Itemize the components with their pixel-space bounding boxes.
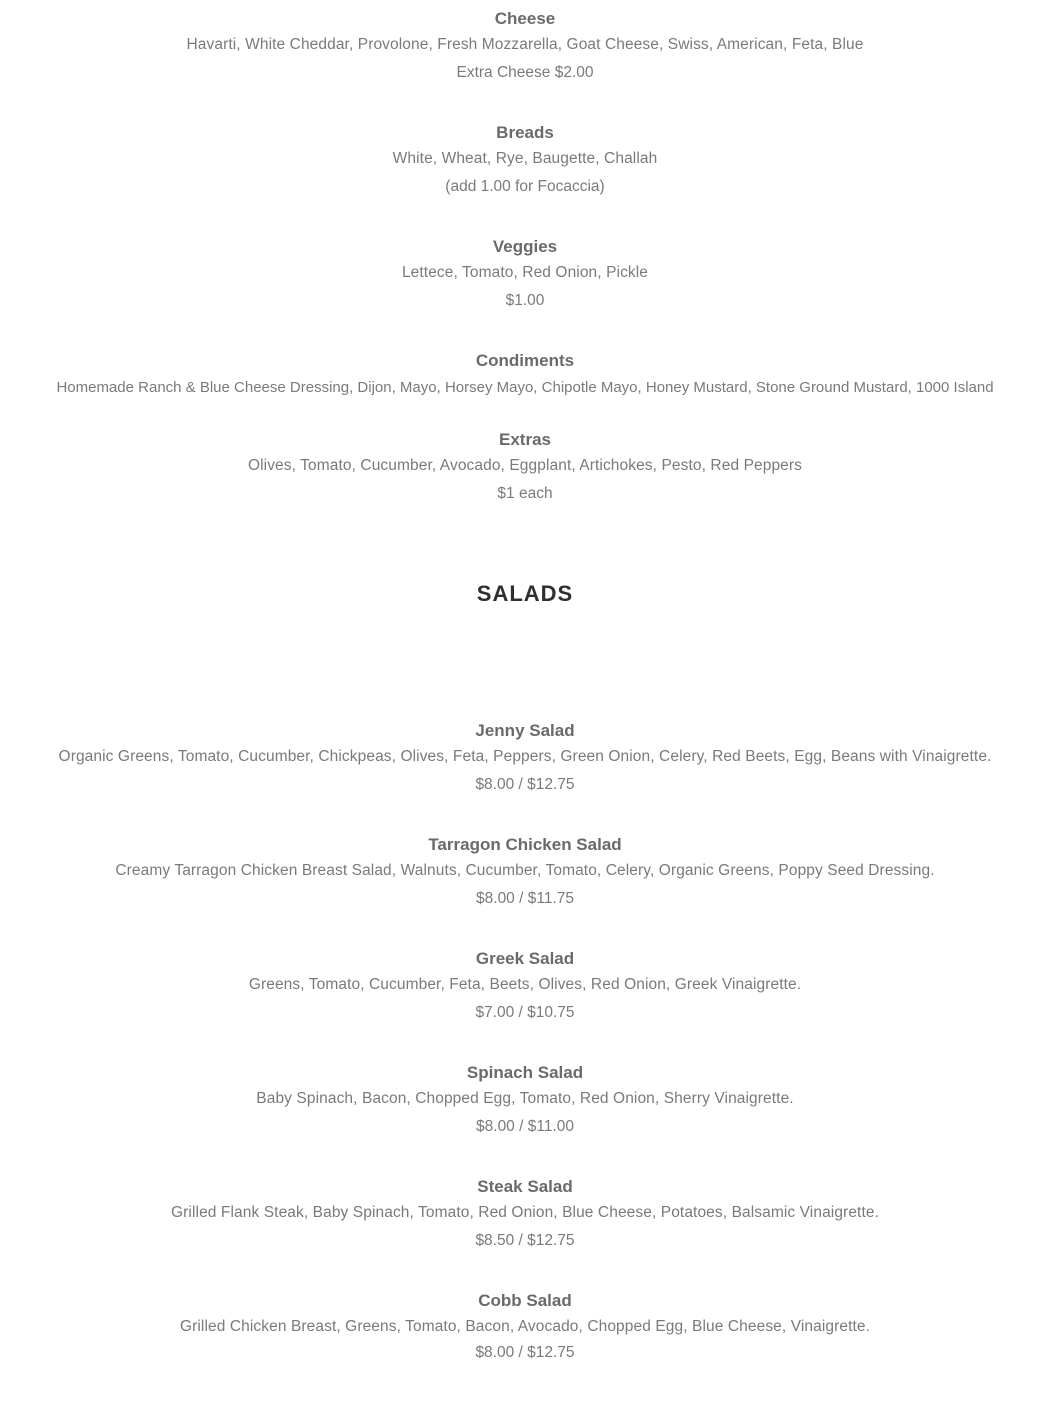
- menu-item-cheese: [0, 6, 1050, 85]
- item-price: $8.00 / $12.75: [475, 776, 575, 793]
- menu-item-steak-salad: [0, 1174, 1050, 1253]
- menu-item-veggies: [0, 234, 1050, 313]
- item-name: Jenny Salad: [475, 721, 575, 740]
- item-description: White, Wheat, Rye, Baugette, Challah: [392, 150, 658, 167]
- item-description: Organic Greens, Tomato, Cucumber, Chickpeas, Olives, Feta, Peppers, Green Onion, Celery, Red Beets, Egg, Beans with Vinaigrette.: [58, 748, 992, 765]
- item-description: Creamy Tarragon Chicken Breast Salad, Walnuts, Cucumber, Tomato, Celery, Organic Greens, Poppy Seed Dressing.: [115, 862, 935, 879]
- item-price: $8.00 / $12.75: [475, 1344, 575, 1361]
- item-name: Condiments: [475, 351, 575, 370]
- item-name: Cobb Salad: [478, 1291, 572, 1310]
- item-name: Greek Salad: [475, 949, 575, 968]
- item-description: Grilled Flank Steak, Baby Spinach, Tomato, Red Onion, Blue Cheese, Potatoes, Balsamic Vinaigrette.: [171, 1204, 879, 1221]
- item-name: Spinach Salad: [466, 1063, 584, 1082]
- item-name: Breads: [496, 123, 554, 142]
- item-description: Lettece, Tomato, Red Onion, Pickle: [401, 264, 649, 281]
- item-description: Grilled Chicken Breast, Greens, Tomato, Bacon, Avocado, Chopped Egg, Blue Cheese, Vinaigrette.: [179, 1318, 871, 1335]
- menu-item-tarragon-chicken-salad: [0, 832, 1050, 911]
- item-name: Extras: [499, 430, 551, 449]
- menu-item-spinach-salad: [0, 1060, 1050, 1139]
- item-price: $8.50 / $12.75: [475, 1232, 575, 1249]
- item-name: Tarragon Chicken Salad: [428, 835, 622, 854]
- item-name: Veggies: [492, 237, 558, 256]
- item-price: $8.00 / $11.00: [476, 1118, 574, 1135]
- item-price: $7.00 / $10.75: [475, 1004, 575, 1021]
- item-name: Cheese: [494, 9, 556, 28]
- menu-item-jenny-salad: [0, 718, 1050, 797]
- item-description: Homemade Ranch & Blue Cheese Dressing, Dijon, Mayo, Horsey Mayo, Chipotle Mayo, Honey Mustard, Stone Ground Mustard, 1000 Island: [56, 379, 994, 396]
- section-title-salads: SALADS: [476, 581, 574, 606]
- item-price: $1 each: [497, 485, 553, 502]
- menu-item-condiments: [0, 348, 1050, 400]
- item-price: (add 1.00 for Focaccia): [445, 178, 605, 195]
- item-price: $8.00 / $11.75: [476, 890, 574, 907]
- item-description: Greens, Tomato, Cucumber, Feta, Beets, Olives, Red Onion, Greek Vinaigrette.: [248, 976, 802, 993]
- item-name: Steak Salad: [477, 1177, 573, 1196]
- menu-item-greek-salad: [0, 946, 1050, 1025]
- item-price: Extra Cheese $2.00: [456, 64, 594, 81]
- item-price: $1.00: [505, 292, 545, 309]
- menu-item-cobb-salad: [0, 1288, 1050, 1365]
- item-description: Havarti, White Cheddar, Provolone, Fresh Mozzarella, Goat Cheese, Swiss, American, Feta, Blue: [186, 36, 864, 53]
- menu-item-breads: [0, 120, 1050, 199]
- menu-item-extras: [0, 427, 1050, 506]
- item-description: Olives, Tomato, Cucumber, Avocado, Eggplant, Artichokes, Pesto, Red Peppers: [247, 457, 803, 474]
- item-description: Baby Spinach, Bacon, Chopped Egg, Tomato, Red Onion, Sherry Vinaigrette.: [256, 1090, 794, 1107]
